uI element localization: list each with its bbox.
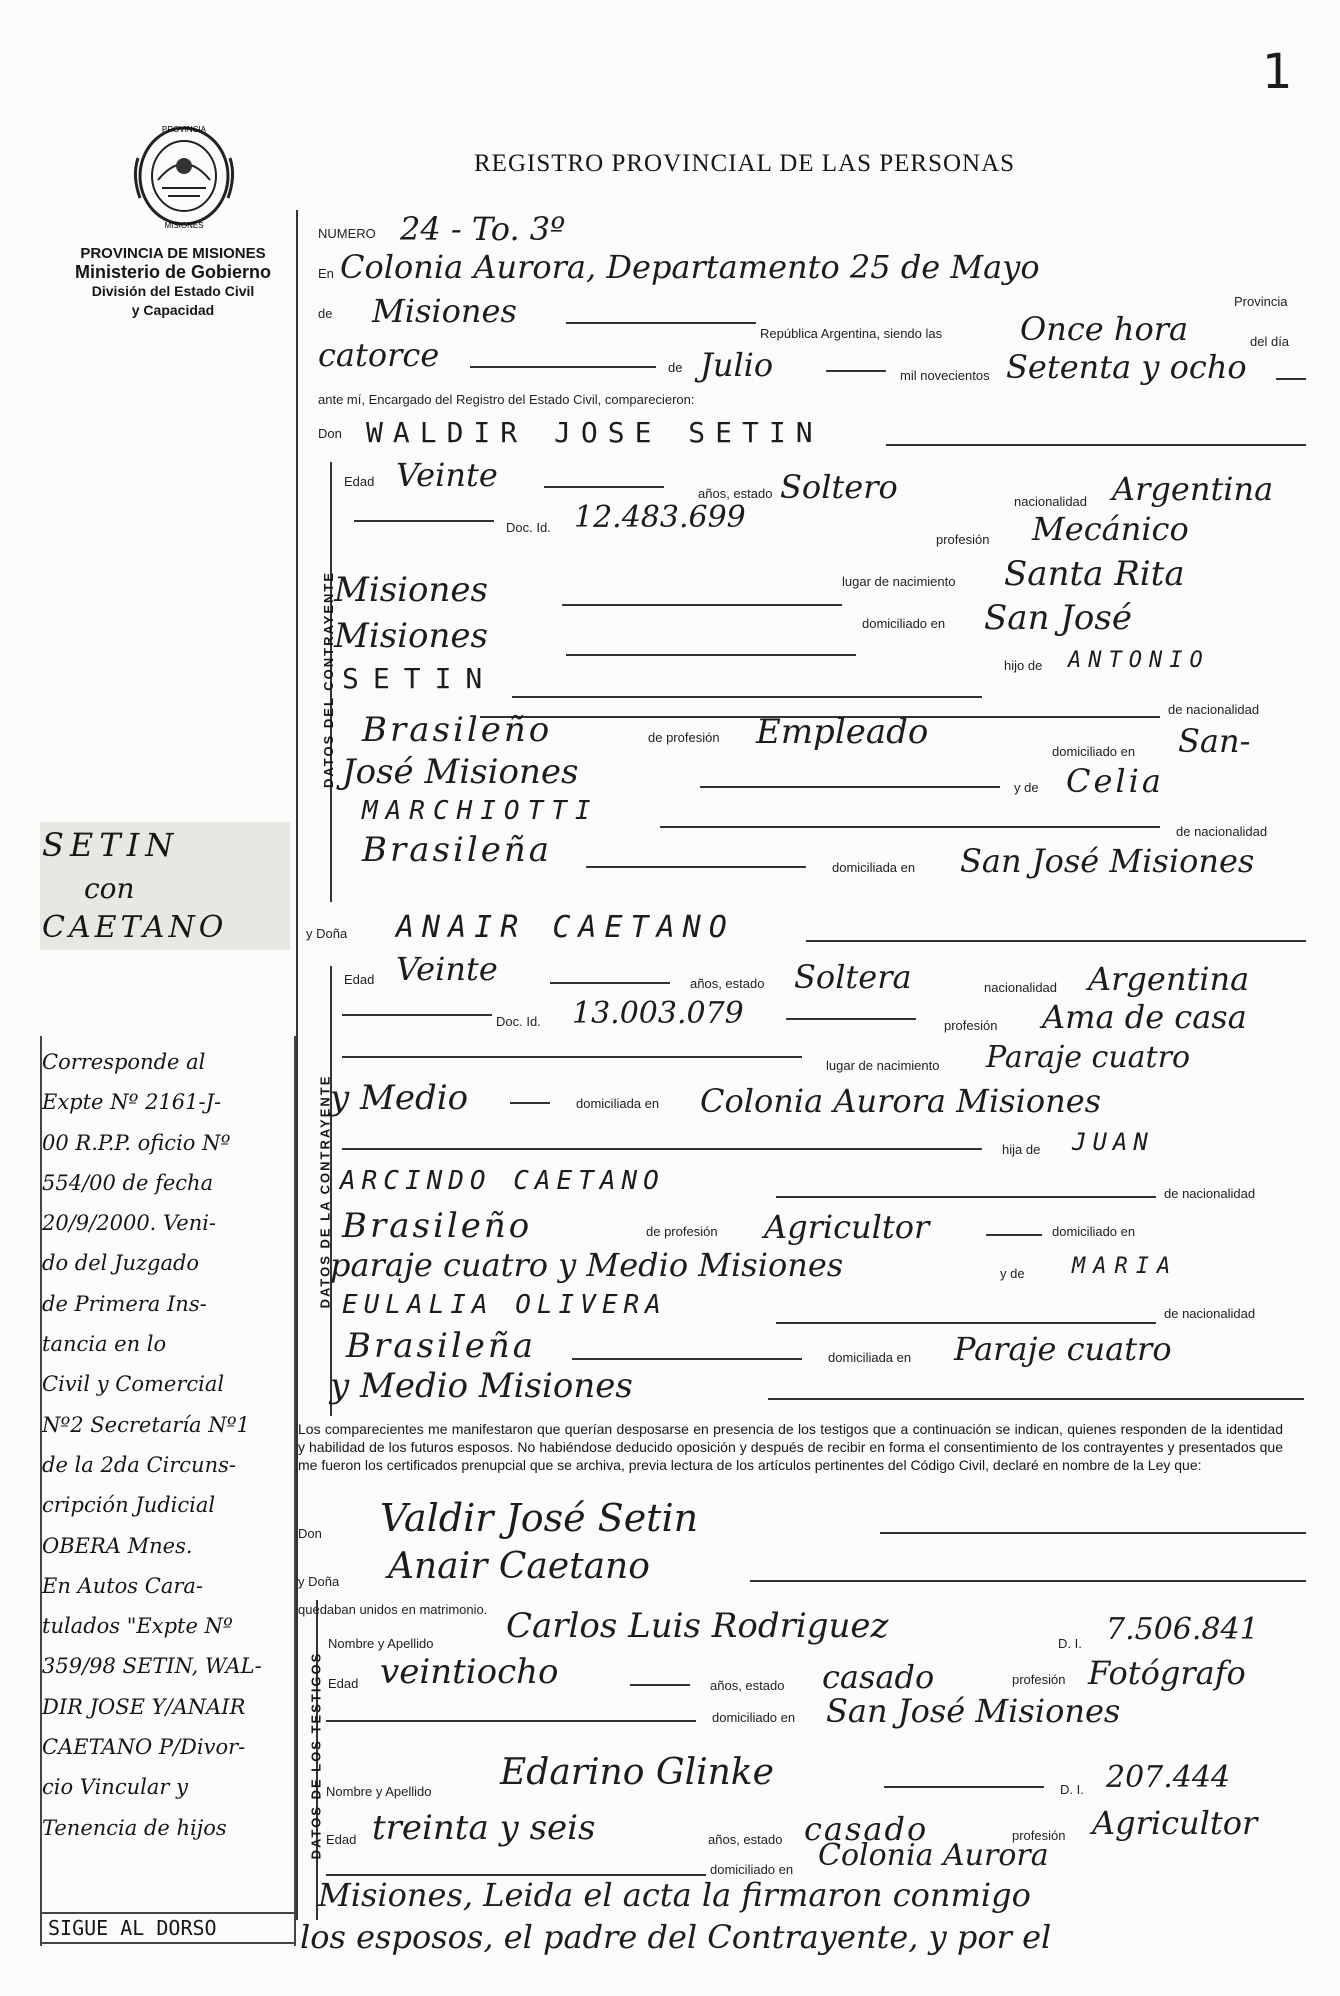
groom-domicilio-prov: Misiones: [334, 616, 488, 656]
w1-dom-label: domiciliado en: [712, 1710, 796, 1725]
groom-nacionalidad: Argentina: [1112, 470, 1274, 508]
margin-note-line: tulados "Expte Nº: [42, 1614, 233, 1639]
w1-nombre-label: Nombre y Apellido: [328, 1636, 434, 1651]
bride-lugar-nac2: y Medio: [330, 1078, 469, 1118]
ante-text: ante mí, Encargado del Registro del Estado Civil, comparecieron:: [318, 392, 695, 407]
bride-padre: JUAN: [1072, 1128, 1154, 1156]
groom-domicilio-label: domiciliado en: [862, 616, 946, 631]
org-division: División del Estado Civil: [91, 283, 255, 299]
margin-title-3: CAETANO: [42, 910, 228, 945]
line-bride-lugar: [342, 1056, 802, 1058]
margin-title-2: con: [84, 872, 135, 905]
w2-anos-label: años, estado: [708, 1832, 783, 1847]
line-bride-madre-dom2: [768, 1398, 1304, 1400]
w1-edad: veintiocho: [380, 1652, 559, 1692]
margin-title-1: SETIN: [42, 826, 180, 864]
groom-don-label: Don: [318, 426, 342, 441]
w1-edad-label: Edad: [328, 1676, 359, 1691]
w1-profesion: Fotógrafo: [1088, 1654, 1246, 1692]
groom-profesion: Mecánico: [1032, 510, 1189, 548]
numero-label: NUMERO: [318, 226, 376, 241]
w1-di: 7.506.841: [1106, 1612, 1259, 1647]
groom-madre: Celia: [1066, 762, 1164, 800]
mil-label: mil novecientos: [900, 368, 990, 383]
line-bride-edad: [550, 982, 670, 984]
line-groom-lugar: [562, 604, 842, 606]
w2-profesion-label: profesión: [1012, 1828, 1066, 1843]
del-dia-label: del día: [1250, 334, 1290, 349]
groom-padre-nac: Brasileño: [362, 710, 553, 750]
margin-note-line: OBERA Mnes.: [42, 1533, 193, 1558]
bride-madre-apellido: EULALIA OLIVERA: [342, 1290, 667, 1320]
decl-dona-label: y Doña: [298, 1574, 340, 1589]
provincia-label: Provincia: [1234, 294, 1288, 309]
org-ministry: Ministerio de Gobierno: [74, 262, 271, 282]
margin-note-line: Corresponde al: [42, 1050, 206, 1074]
bride-padre-nac: Brasileño: [342, 1206, 533, 1246]
groom-lugar-nac-label: lugar de nacimiento: [842, 574, 956, 589]
groom-madre-dom-label: domiciliada en: [832, 860, 916, 875]
document-title: REGISTRO PROVINCIAL DE LAS PERSONAS: [474, 150, 1016, 177]
line-bride-padre-prof: [986, 1234, 1042, 1236]
w1-di-label: D. I.: [1058, 1636, 1082, 1651]
seal-top-text: PROVINCIA: [161, 125, 207, 134]
groom-de-nac-label: de nacionalidad: [1168, 702, 1260, 717]
line-groom-y-de: [700, 786, 1000, 788]
line-bride-lugar2: [510, 1102, 550, 1104]
de-mes-label: de: [668, 360, 683, 375]
provincia-value: Misiones: [372, 292, 517, 330]
bride-profesion: Ama de casa: [1042, 998, 1247, 1036]
groom-hijo-label: hijo de: [1004, 658, 1043, 673]
line-bride-madre: [776, 1322, 1156, 1324]
groom-profesion-label: profesión: [936, 532, 990, 547]
org-block: [50, 244, 296, 320]
groom-lugar-nac: Santa Rita: [1004, 554, 1185, 594]
line-groom-doc: [354, 520, 494, 522]
margin-note-line: Expte Nº 2161-J-: [42, 1090, 222, 1115]
w1-nombre: Carlos Luis Rodriguez: [506, 1606, 889, 1646]
bride-domicilio-label: domiciliada en: [576, 1096, 660, 1111]
page-number: 1: [1262, 44, 1293, 100]
declaration-text: Los comparecientes me manifestaron que querían desposarse en presencia de los testigos que a continuación se indican, quienes responden de la identidad y habilidad de los futuros esposos. No habiéndose deducido oposición y después de recibir en forma el consentimiento de los contrayentes y presentados que me fueron los certificados prenupcial que se archiva, previa lectura de los artículos pertinentes del Código Civil, declaré en nombre de la Ley que:: [298, 1421, 1283, 1473]
groom-padre-dom: San-: [1178, 722, 1251, 760]
w2-edad-label: Edad: [326, 1832, 357, 1847]
groom-name: WALDIR JOSE SETIN: [366, 416, 823, 449]
bride-lugar-nac: Paraje cuatro: [986, 1040, 1191, 1075]
margin-note-line: tancia en lo: [42, 1332, 167, 1357]
groom-edad: Veinte: [396, 456, 498, 494]
bride-domicilio: Colonia Aurora Misiones: [700, 1082, 1102, 1120]
line-decl-don: [880, 1532, 1306, 1534]
w2-nombre: Edarino Glinke: [500, 1752, 774, 1793]
margin-note-line: 20/9/2000. Veni-: [42, 1211, 217, 1236]
line-w2-nombre: [884, 1786, 1044, 1788]
margin-note-line: En Autos Cara-: [42, 1573, 203, 1598]
lugar-value: Colonia Aurora, Departamento 25 de Mayo: [340, 248, 1040, 286]
line-provincia: [566, 322, 756, 324]
line-w1-edad: [630, 1684, 690, 1686]
w1-estado: casado: [822, 1658, 935, 1696]
groom-padre: ANTONIO: [1068, 648, 1210, 673]
label-datos-contrayente: DATOS DEL CONTRAYENTE: [321, 570, 337, 789]
groom-madre-nac: Brasileña: [362, 830, 552, 870]
anio-value: Setenta y ocho: [1006, 348, 1247, 386]
groom-padre-dom2: José Misiones: [342, 752, 579, 792]
w1-profesion-label: profesión: [1012, 1672, 1066, 1687]
line-bride-doc: [342, 1014, 492, 1016]
w2-dom-label: domiciliado en: [710, 1862, 794, 1877]
groom-estado: Soltero: [780, 468, 898, 506]
groom-anos-label: años, estado: [698, 486, 773, 501]
margin-note-line: Civil y Comercial: [42, 1372, 225, 1397]
label-datos-la-contrayente: DATOS DE LA CONTRAYENTE: [317, 1074, 333, 1309]
line-groom-name: [886, 444, 1306, 446]
bride-padre-prof-label: de profesión: [646, 1224, 718, 1239]
groom-edad-label: Edad: [344, 474, 375, 489]
margin-note-line: Tenencia de hijos: [42, 1815, 227, 1840]
label-datos-testigos: DATOS DE LOS TESTIGOS: [308, 1651, 324, 1860]
bride-edad-label: Edad: [344, 972, 375, 987]
groom-y-de-label: y de: [1014, 780, 1039, 795]
line-bride-name: [806, 940, 1306, 942]
groom-nac-label: nacionalidad: [1014, 494, 1088, 509]
groom-doc-label: Doc. Id.: [506, 520, 551, 535]
bride-padre-prof: Agricultor: [764, 1208, 930, 1246]
org-capacity: y Capacidad: [131, 302, 215, 318]
decl-don-label: Don: [298, 1526, 322, 1541]
line-groom-edad: [544, 486, 664, 488]
margin-note-line: do del Juzgado: [42, 1251, 200, 1276]
groom-lugar-nac-prov: Misiones: [334, 570, 488, 610]
numero-value: 24 - To. 3º: [400, 210, 566, 248]
w1-anos-label: años, estado: [710, 1678, 785, 1693]
bride-de-nac-label: de nacionalidad: [1164, 1186, 1256, 1201]
line-bride-madre-nac: [572, 1358, 802, 1360]
groom-padre-apellido: SETIN: [342, 662, 497, 695]
w2-dom3: los esposos, el padre del Contrayente, y por el: [300, 1918, 1052, 1956]
decl-don: Valdir José Setin: [380, 1496, 699, 1540]
margin-note-line: de Primera Ins-: [42, 1291, 207, 1316]
mes-value: Julio: [700, 346, 774, 384]
org-province: PROVINCIA DE MISIONES: [80, 245, 266, 262]
w2-nombre-label: Nombre y Apellido: [326, 1784, 432, 1799]
line-dia: [470, 366, 656, 368]
bride-dona-label: y Doña: [306, 926, 348, 941]
republica-label: República Argentina, siendo las: [760, 326, 943, 341]
groom-madre-nac-label: de nacionalidad: [1176, 824, 1268, 839]
bride-madre: MARIA: [1072, 1254, 1179, 1279]
hora-value: Once hora: [1020, 310, 1189, 348]
bride-padre-dom: paraje cuatro y Medio Misiones: [330, 1246, 844, 1284]
line-groom-hijo: [512, 696, 982, 698]
w2-profesion: Agricultor: [1092, 1804, 1258, 1842]
groom-doc: 12.483.699: [574, 500, 746, 535]
bride-lugar-nac-label: lugar de nacimiento: [826, 1058, 940, 1073]
line-groom-madre-nac: [586, 866, 806, 868]
line-bride-padre-nac: [776, 1196, 1156, 1198]
en-label: En: [318, 266, 334, 281]
margin-note-line: DIR JOSE Y/ANAIR: [42, 1694, 246, 1719]
margin-note-line: 554/00 de fecha: [42, 1170, 214, 1195]
line-groom-madre: [660, 826, 1160, 828]
groom-madre-dom: San José Misiones: [960, 842, 1255, 880]
provincial-seal: [128, 118, 240, 234]
w2-dom: Colonia Aurora: [818, 1838, 1049, 1873]
line-anio: [1276, 378, 1306, 380]
groom-madre-apellido: MARCHIOTTI: [362, 796, 599, 826]
groom-domicilio: San José: [984, 598, 1132, 638]
bride-madre-dom: Paraje cuatro: [954, 1330, 1172, 1368]
bride-madre-nac-label: de nacionalidad: [1164, 1306, 1256, 1321]
margin-note-line: 00 R.P.P. oficio Nº: [42, 1130, 231, 1155]
w1-dom: San José Misiones: [826, 1692, 1121, 1730]
line-bride-hija: [342, 1148, 982, 1150]
margin-note-line: Nº2 Secretaría Nº1: [42, 1412, 250, 1437]
bride-padre-apellido: ARCINDO CAETANO: [340, 1166, 665, 1196]
margin-notes-border: [40, 1036, 296, 1946]
bride-madre-nac: Brasileña: [346, 1326, 536, 1366]
w2-di: 207.444: [1106, 1760, 1231, 1795]
w2-edad: treinta y seis: [372, 1808, 596, 1848]
line-mes: [826, 370, 886, 372]
line-decl-dona: [750, 1580, 1306, 1582]
w2-estado: casado: [804, 1810, 929, 1848]
bride-madre-dom-label: domiciliada en: [828, 1350, 912, 1365]
bride-nacionalidad: Argentina: [1088, 960, 1250, 998]
bride-estado: Soltera: [794, 958, 912, 996]
margin-note-line: cripción Judicial: [42, 1493, 216, 1518]
de-label: de: [318, 306, 333, 321]
margin-rule: [296, 210, 298, 1920]
margin-note-line: cio Vincular y: [42, 1775, 188, 1800]
bride-nac-label: nacionalidad: [984, 980, 1058, 995]
line-w1-dom: [326, 1720, 696, 1722]
bride-profesion-label: profesión: [944, 1018, 998, 1033]
bride-anos-label: años, estado: [690, 976, 765, 991]
margin-sigue: SIGUE AL DORSO: [40, 1912, 296, 1944]
bride-padre-dom-label: domiciliado en: [1052, 1224, 1136, 1239]
groom-padre-prof: Empleado: [756, 712, 929, 752]
bride-doc: 13.003.079: [572, 996, 744, 1031]
w2-di-label: D. I.: [1060, 1782, 1084, 1797]
bride-madre-dom2: y Medio Misiones: [330, 1366, 633, 1406]
seal-bottom-text: MISIONES: [164, 221, 204, 230]
w2-dom2: Misiones, Leida el acta la firmaron conmigo: [318, 1876, 1031, 1914]
margin-note-line: CAETANO P/Divor-: [42, 1735, 246, 1760]
line-bride-doc2: [786, 1018, 916, 1020]
bride-y-de-label: y de: [1000, 1266, 1025, 1281]
decl-unidos: quedaban unidos en matrimonio.: [298, 1602, 488, 1617]
margin-note-line: de la 2da Circuns-: [42, 1452, 236, 1477]
bride-edad: Veinte: [396, 950, 498, 988]
groom-padre-prof-label: de profesión: [648, 730, 720, 745]
dia-value: catorce: [318, 336, 440, 374]
groom-padre-dom-label: domiciliado en: [1052, 744, 1136, 759]
bride-doc-label: Doc. Id.: [496, 1014, 541, 1029]
margin-note-line: 359/98 SETIN, WAL-: [42, 1654, 262, 1679]
bride-hija-label: hija de: [1002, 1142, 1041, 1157]
decl-dona: Anair Caetano: [388, 1546, 650, 1587]
bride-name: ANAIR CAETANO: [396, 910, 735, 945]
line-groom-dom: [566, 654, 856, 656]
